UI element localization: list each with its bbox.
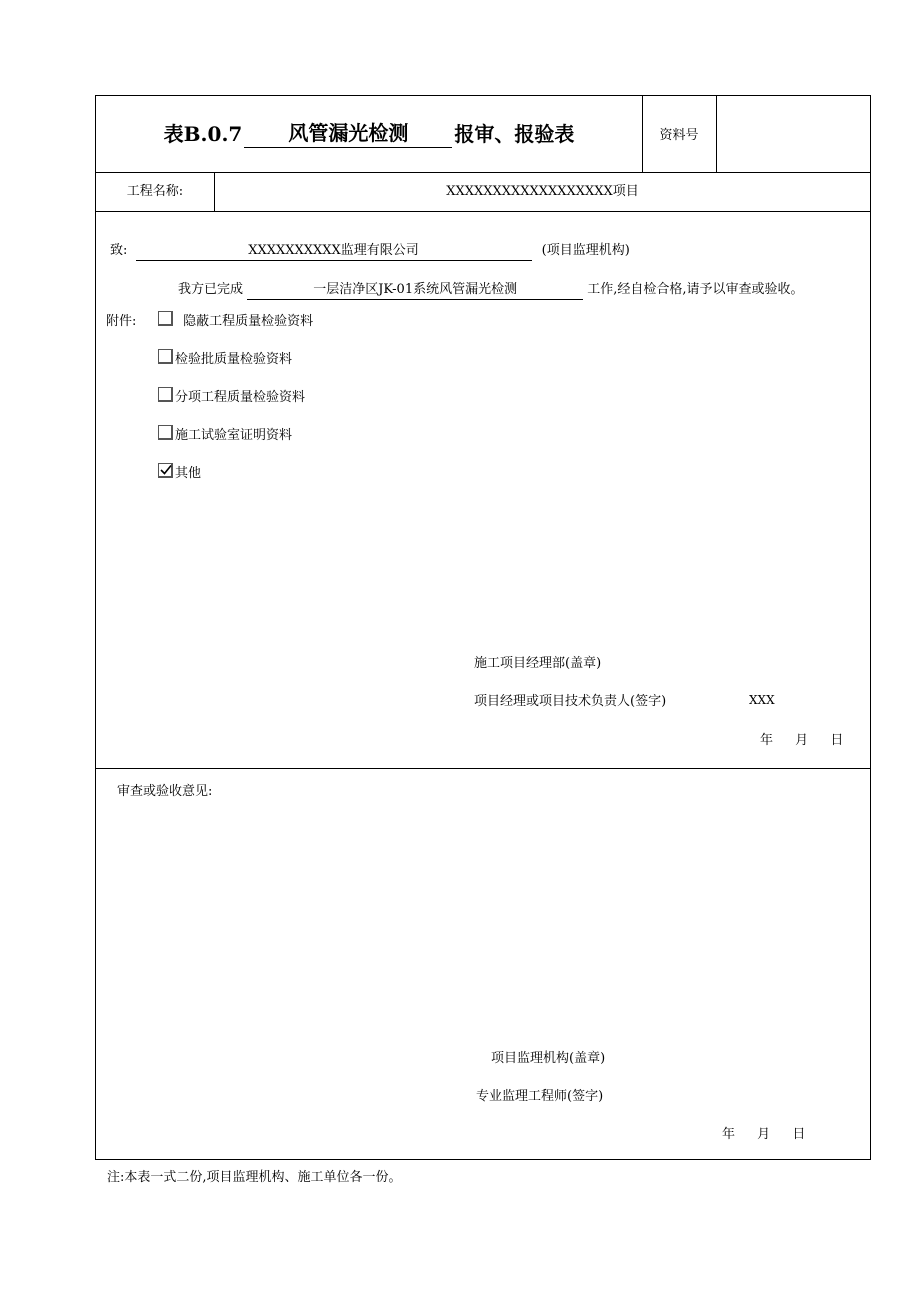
manager-sign-value[interactable]: XXX [749, 693, 775, 707]
attachment-label: 隐蔽工程质量检验资料 [183, 314, 314, 329]
checkbox-icon[interactable] [158, 425, 173, 440]
addressee-line [110, 239, 630, 261]
submission-date [760, 729, 843, 748]
form-title-prefix: 表B.0.7 [163, 122, 243, 146]
checkbox-icon[interactable] [158, 387, 173, 402]
checkbox-checked-icon[interactable] [158, 463, 173, 478]
submission-section [96, 212, 870, 769]
doc-number-label: 资料号 [642, 96, 717, 172]
title-row [96, 96, 870, 173]
completion-line [178, 278, 804, 300]
review-section [96, 769, 870, 1159]
checkmark-icon [159, 463, 173, 477]
doc-number-value[interactable] [718, 96, 870, 172]
review-opinion-label: 审查或验收意见: [117, 784, 213, 799]
engineer-sign-label: 专业监理工程师(签字) [476, 1089, 604, 1104]
checkbox-icon[interactable] [158, 349, 173, 364]
completion-suffix: 工作,经自检合格,请予以审查或验收。 [587, 282, 804, 297]
attachment-label: 检验批质量检验资料 [175, 352, 293, 367]
checkbox-icon[interactable] [158, 311, 173, 326]
project-name-value[interactable]: XXXXXXXXXXXXXXXXXX项目 [446, 184, 639, 199]
completion-prefix: 我方已完成 [178, 282, 244, 297]
date-month: 月 [795, 733, 809, 748]
completion-item[interactable]: 一层洁净区JK-01系统风管漏光检测 [247, 281, 583, 300]
project-name-label: 工程名称: [96, 172, 215, 211]
date-day: 日 [830, 733, 844, 748]
attachment-item[interactable] [158, 348, 292, 367]
addressee-value[interactable]: XXXXXXXXXX监理有限公司 [136, 242, 532, 261]
form-title-suffix: 报审、报验表 [454, 122, 575, 146]
supervisor-stamp: 项目监理机构(盖章) [491, 1051, 606, 1066]
attachment-label: 其他 [175, 466, 202, 481]
project-row [96, 172, 870, 212]
form-title-subject: 风管漏光检测 [244, 120, 452, 148]
addressee-suffix: (项目监理机构) [541, 243, 630, 258]
attachment-item[interactable] [158, 386, 305, 405]
date-year: 年 [722, 1127, 736, 1142]
contractor-stamp: 施工项目经理部(盖章) [474, 656, 602, 671]
date-day: 日 [792, 1127, 806, 1142]
attachment-item[interactable] [158, 462, 201, 481]
date-year: 年 [760, 733, 774, 748]
attachment-item[interactable] [158, 310, 313, 329]
manager-sign-label: 项目经理或项目技术负责人(签字) [474, 694, 667, 709]
date-month: 月 [757, 1127, 771, 1142]
footnote: 注:本表一式二份,项目监理机构、施工单位各一份。 [107, 1170, 402, 1185]
attachment-label: 分项工程质量检验资料 [175, 390, 306, 405]
attachment-label: 施工试验室证明资料 [175, 428, 293, 443]
form-title [96, 96, 643, 172]
review-date [722, 1123, 805, 1142]
form-table [95, 95, 871, 1160]
attachment-item[interactable] [158, 424, 292, 443]
addressee-label: 致: [110, 243, 128, 258]
attachments-label: 附件: [106, 314, 137, 329]
